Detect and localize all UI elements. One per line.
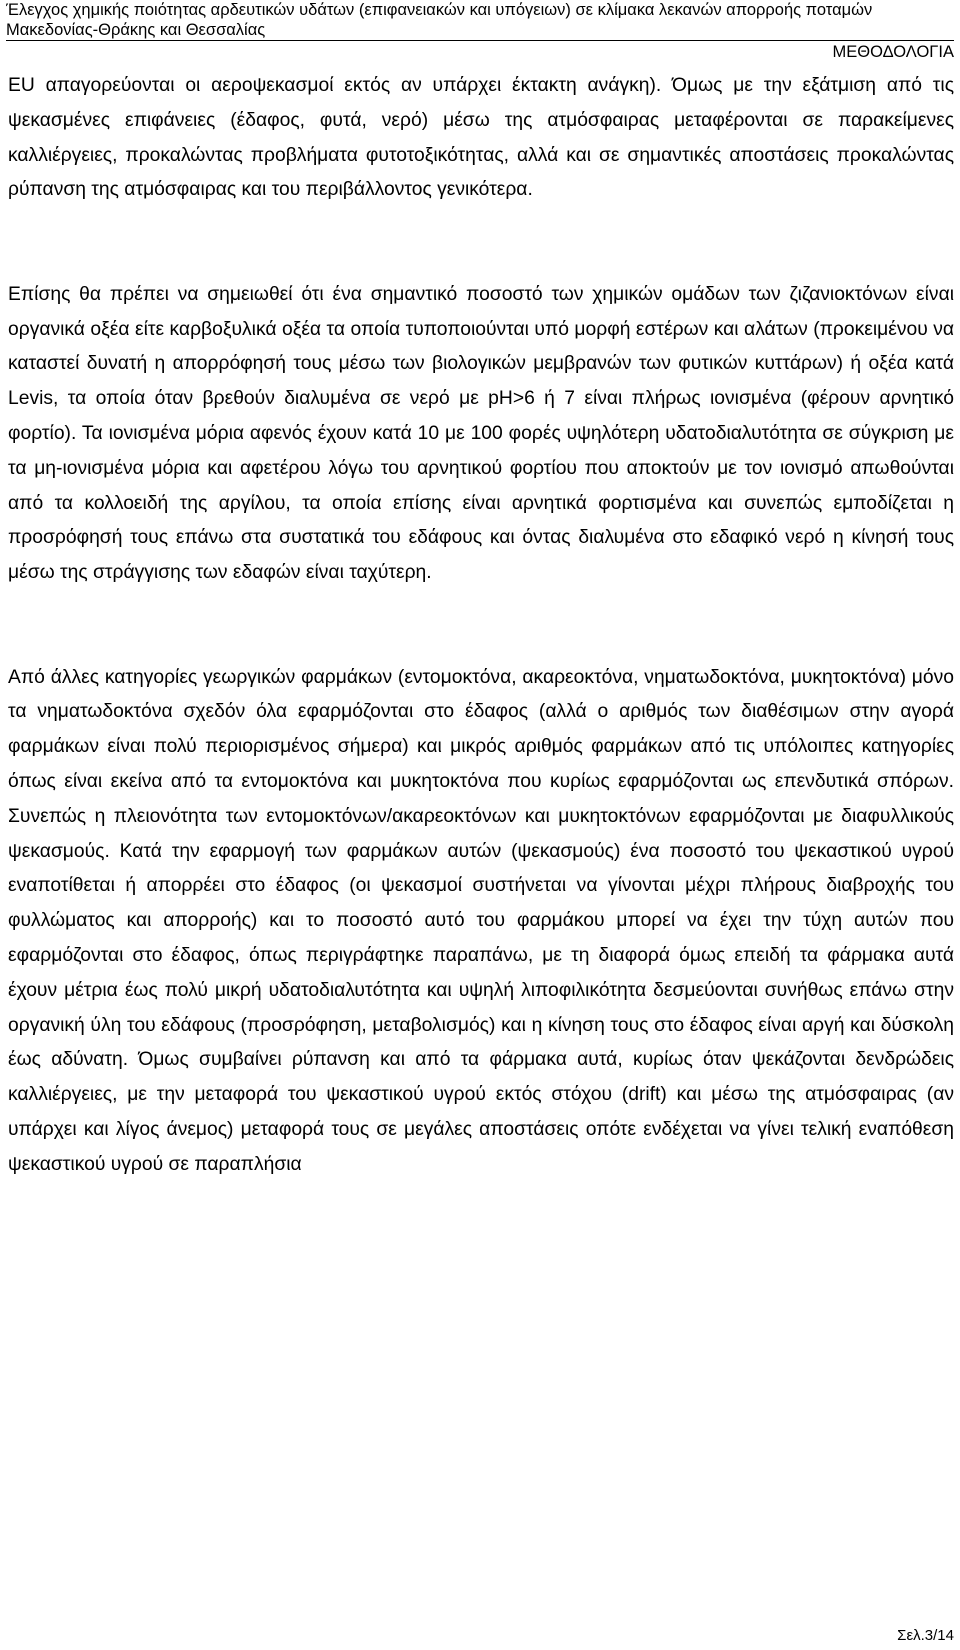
header-divider <box>6 40 954 41</box>
page-number: Σελ.3/14 <box>897 1627 954 1644</box>
running-header <box>6 0 954 40</box>
paragraph-2: Επίσης θα πρέπει να σημειωθεί ότι ένα σημαντικό ποσοστό των χημικών ομάδων των ζιζανιοκτόνων είναι οργανικά οξέα είτε καρβοξυλικά οξέα τα οποία τυποποιούνται υπό μορφή εστέρων και αλάτων (προκειμένου να καταστεί δυνατή η απορρόφησή τους μέσω των βιολογικών μεμβρανών των φυτικών κυττάρων) ή οξέα κατά Levis, τα οποία όταν βρεθούν διαλυμένα σε νερό με pH>6 ή 7 είναι πλήρως ιονισμένα (φέρουν αρνητικό φορτίο). Τα ιονισμένα μόρια αφενός έχουν κατά 10 με 100 φορές υψηλότερη υδατοδιαλυτότητα σε σύγκριση με τα μη-ιονισμένα μόρια και αφετέρου λόγω του αρνητικού φορτίου που αποκτούν με τον ιονισμό απωθούνται από τα κολλοειδή της αργίλου, τα οποία επίσης είναι αρνητικά φορτισμένα και συνεπώς εμποδίζεται η προσρόφησή τους επάνω στα συστατικά του εδάφους και όντας διαλυμένα στο εδαφικό νερό η κίνησή τους μέσω της στράγγισης των εδαφών είναι ταχύτερη. <box>8 283 954 584</box>
header-title-line-2: Μακεδονίας-Θράκης και Θεσσαλίας <box>6 21 266 39</box>
section-label: ΜΕΘΟΔΟΛΟΓΙΑ <box>832 43 954 61</box>
header-title-line-1: Έλεγχος χημικής ποιότητας αρδευτικών υδάτων (επιφανειακών και υπόγειων) σε κλίμακα λεκανών απορροής ποταμών <box>6 1 873 19</box>
paragraph-3: Από άλλες κατηγορίες γεωργικών φαρμάκων (εντομοκτόνα, ακαρεοκτόνα, νηματωδοκτόνα, μυκητοκτόνα) μόνο τα νηματωδοκτόνα σχεδόν όλα εφαρμόζονται στο έδαφος (αλλά ο αριθμός των διαθέσιμων στην αγορά φαρμάκων είναι πολύ περιορισμένος σήμερα) και μικρός αριθμός φαρμάκων από τις υπόλοιπες κατηγορίες όπως είναι εκείνα από τα εντομοκτόνα και μυκητοκτόνα που κυρίως εφαρμόζονται ως επενδυτικά σπόρων. Συνεπώς η πλειονότητα των εντομοκτόνων/ακαρεοκτόνων και μυκητοκτόνων εφαρμόζονται με διαφυλλικούς ψεκασμούς. Κατά την εφαρμογή των φαρμάκων αυτών (ψεκασμούς) ένα ποσοστό του ψεκαστικού υγρού εναποτίθεται ή απορρέει στο έδαφος (οι ψεκασμοί συστήνεται να γίνονται μέχρι πλήρους διαβροχής του φυλλώματος και απορροής) και το ποσοστό αυτό του φαρμάκου μπορεί να έχει την τύχη αυτών που εφαρμόζονται στο έδαφος, όπως περιγράφτηκε παραπάνω, με τη διαφορά όμως επειδή τα φάρμακα αυτά έχουν μέτρια έως πολύ μικρή υδατοδιαλυτότητα και υψηλή λιποφιλικότητα δεσμεύονται συνήθως επάνω στην οργανική ύλη του εδάφους (προσρόφηση, μεταβολισμός) και η κίνηση τους στο έδαφος είναι αργή και δύσκολη έως αδύνατη. Όμως συμβαίνει ρύπανση και από τα φάρμακα αυτά, κυρίως όταν ψεκάζονται δενδρώδεις καλλιέργειες, με την μεταφορά του ψεκαστικού υγρού εκτός στόχου (drift) και μέσω της ατμόσφαιρας (αν υπάρχει και λίγος άνεμος) μεταφορά τους σε μεγάλες αποστάσεις οπότε ενδέχεται να γίνει τελική εναπόθεση ψεκαστικού υγρού σε παραπλήσια <box>8 666 954 1175</box>
body-text <box>8 69 954 1183</box>
paragraph-1: EU απαγορεύονται οι αεροψεκασμοί εκτός αν υπάρχει έκτακτη ανάγκη). Όμως με την εξάτμιση από τις ψεκασμένες επιφάνειες (έδαφος, φυτά, νερό) μέσω της ατμόσφαιρας μεταφέρονται σε παρακείμενες καλλιέργειες, προκαλώντας προβλήματα φυτοτοξικότητας, αλλά και σε σημαντικές αποστάσεις προκαλώντας ρύπανση της ατμόσφαιρας και του περιβάλλοντος γενικότερα. <box>8 75 954 201</box>
